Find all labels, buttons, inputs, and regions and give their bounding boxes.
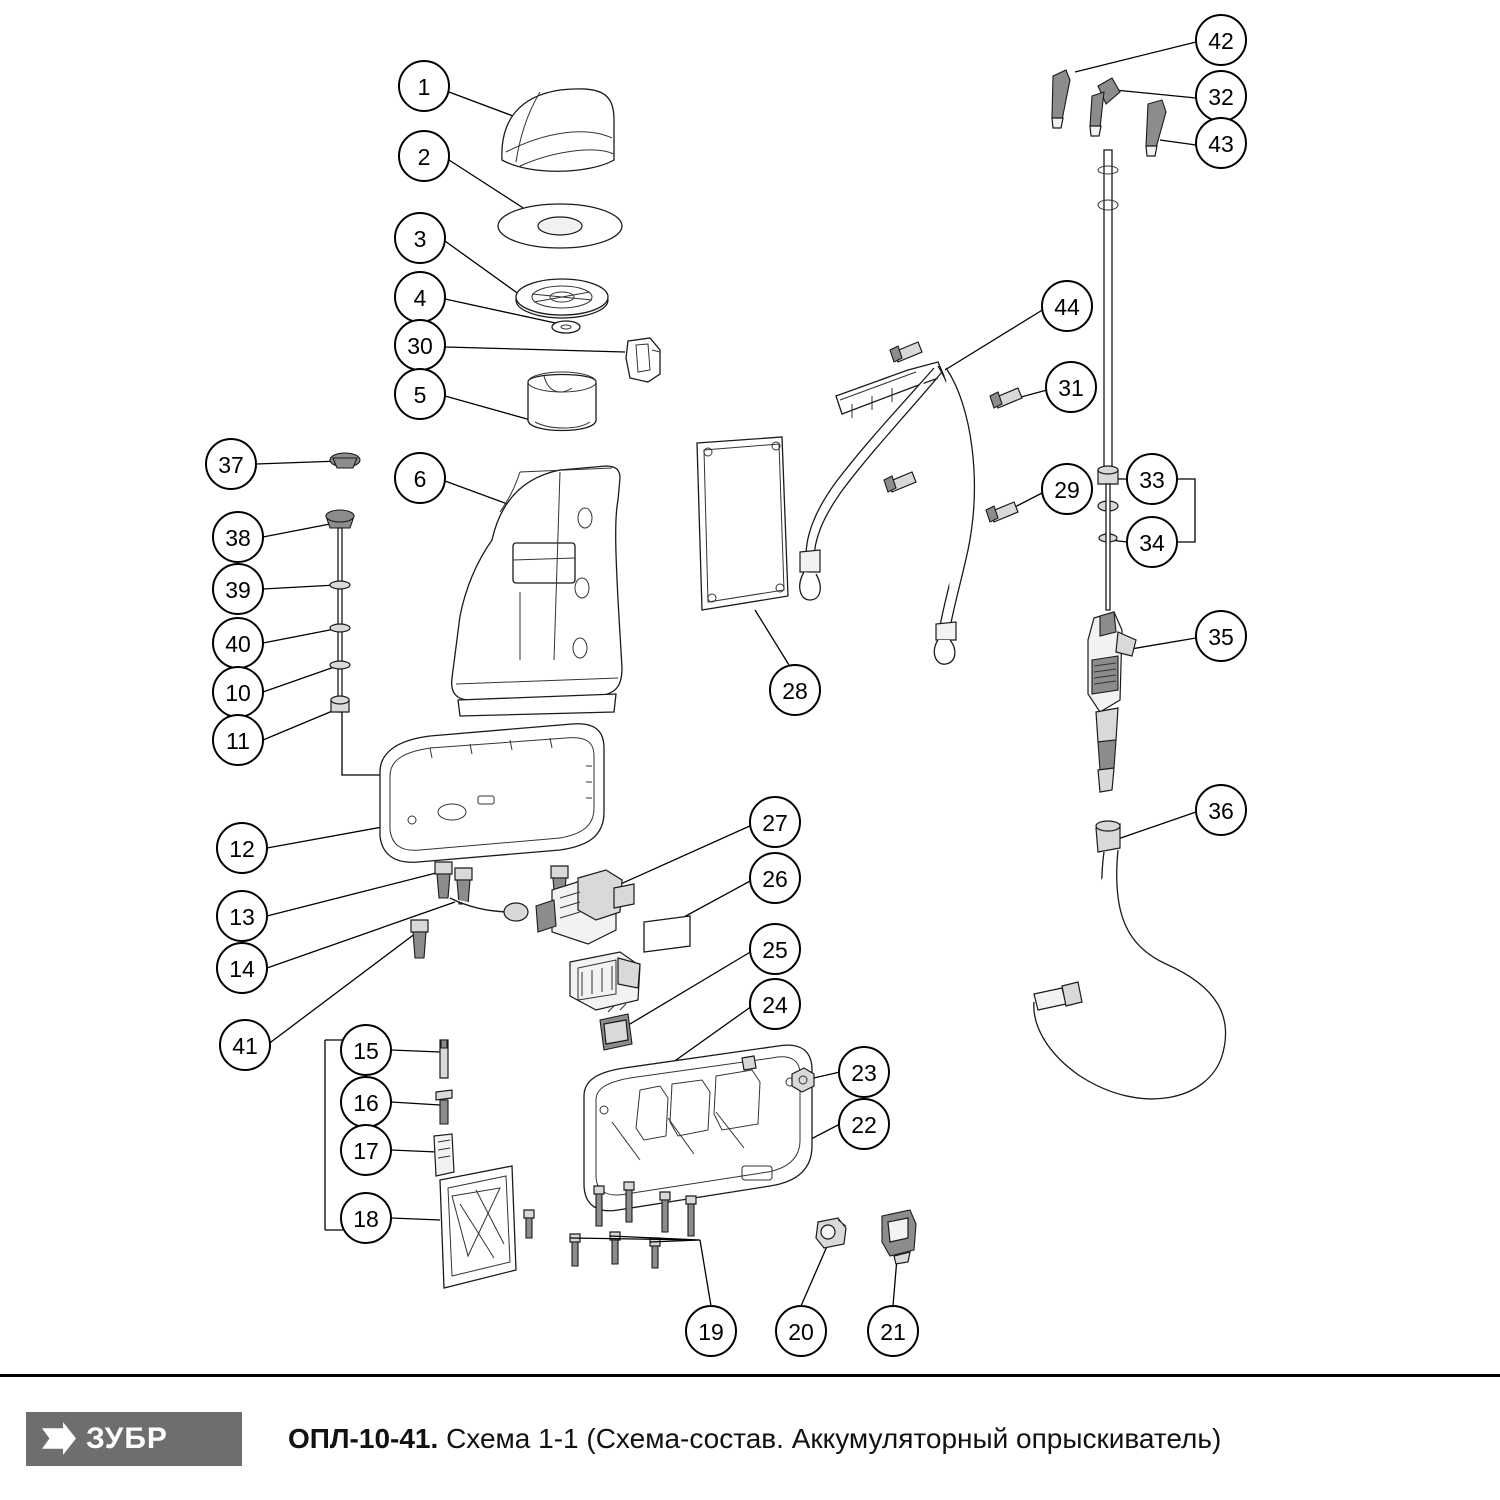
callout-30[interactable]: [395, 320, 445, 370]
callout-21[interactable]: [868, 1306, 918, 1356]
callout-label: 35: [1208, 624, 1234, 650]
callout-label: 36: [1208, 798, 1234, 824]
callout-label: 16: [353, 1090, 379, 1116]
callout-2[interactable]: [399, 131, 449, 181]
part-small-washer: [552, 321, 580, 333]
footer-bar: [0, 1374, 1500, 1500]
part-filter-plate: [516, 279, 608, 318]
model-number: ОПЛ-10-41.: [288, 1422, 439, 1454]
callout-35[interactable]: [1196, 611, 1246, 661]
callout-label: 31: [1058, 375, 1084, 401]
arrow-icon: [42, 1422, 76, 1456]
callout-42[interactable]: [1196, 15, 1246, 65]
callout-label: 29: [1054, 477, 1080, 503]
callout-22[interactable]: [839, 1099, 889, 1149]
callout-label: 26: [762, 866, 788, 892]
callout-29[interactable]: [1042, 464, 1092, 514]
callout-label: 44: [1054, 294, 1080, 320]
callout-11[interactable]: [213, 715, 263, 765]
callout-label: 11: [226, 728, 250, 754]
part-switch: [600, 1004, 632, 1050]
callout-label: 33: [1139, 467, 1165, 493]
part-bracket-clip: [626, 338, 660, 382]
callout-label: 19: [698, 1319, 724, 1345]
part-label-plate: [644, 916, 690, 952]
callout-label: 37: [218, 452, 244, 478]
callout-label: 30: [407, 333, 433, 359]
part-cable-gland: [816, 1218, 846, 1248]
callout-label: 38: [225, 525, 251, 551]
callout-32[interactable]: [1196, 71, 1246, 121]
callout-label: 13: [229, 904, 255, 930]
callout-label: 21: [880, 1319, 906, 1345]
callout-17[interactable]: [341, 1125, 391, 1175]
callout-38[interactable]: [213, 512, 263, 562]
part-lid-gasket: [498, 204, 622, 248]
callout-14[interactable]: [217, 943, 267, 993]
callout-40[interactable]: [213, 618, 263, 668]
callout-label: 32: [1208, 84, 1234, 110]
part-filter-basket: [528, 372, 596, 431]
callout-16[interactable]: [341, 1077, 391, 1127]
callout-label: 18: [353, 1206, 379, 1232]
callout-label: 5: [413, 382, 427, 408]
callout-23[interactable]: [839, 1047, 889, 1097]
callout-39[interactable]: [213, 564, 263, 614]
part-lance-tube: [1098, 150, 1118, 610]
callout-label: 27: [762, 810, 788, 836]
callout-33[interactable]: [1127, 454, 1177, 504]
part-nozzle-cap: [330, 453, 360, 468]
callout-20[interactable]: [776, 1306, 826, 1356]
part-pump-motor: [536, 870, 634, 944]
callout-label: 2: [417, 144, 431, 170]
callout-3[interactable]: [395, 213, 445, 263]
part-charge-socket: [882, 1210, 916, 1264]
callout-6[interactable]: [395, 453, 445, 503]
part-spray-handle: [1088, 612, 1136, 792]
callout-24[interactable]: [750, 979, 800, 1029]
part-connector-block: [570, 952, 640, 1010]
callout-13[interactable]: [217, 891, 267, 941]
part-battery-internals: [434, 1040, 516, 1288]
part-probe-assembly: [326, 510, 354, 712]
callout-label: 12: [229, 836, 255, 862]
callout-41[interactable]: [220, 1020, 270, 1070]
callout-label: 4: [413, 285, 427, 311]
callout-12[interactable]: [217, 823, 267, 873]
part-shoulder-strap: [800, 362, 975, 664]
callout-26[interactable]: [750, 853, 800, 903]
callout-label: 6: [413, 466, 427, 492]
callout-43[interactable]: [1196, 118, 1246, 168]
brand-text: ЗУБР: [86, 1421, 168, 1455]
callout-37[interactable]: [206, 439, 256, 489]
callout-label: 15: [353, 1038, 379, 1064]
callout-5[interactable]: [395, 369, 445, 419]
part-nozzle-tips: [1052, 70, 1166, 156]
callout-label: 25: [762, 937, 788, 963]
callout-34[interactable]: [1127, 517, 1177, 567]
callout-27[interactable]: [750, 797, 800, 847]
part-top-housing: [380, 724, 604, 863]
callout-label: 39: [225, 577, 251, 603]
callout-label: 41: [232, 1033, 258, 1059]
callout-label: 24: [762, 992, 788, 1018]
callout-label: 3: [413, 226, 427, 252]
part-bottom-tray: [584, 1045, 812, 1211]
callout-1[interactable]: [399, 61, 449, 111]
callout-36[interactable]: [1196, 785, 1246, 835]
callout-label: 22: [851, 1112, 877, 1138]
callout-10[interactable]: [213, 667, 263, 717]
callout-25[interactable]: [750, 924, 800, 974]
callout-label: 28: [782, 678, 808, 704]
diagram-caption: [288, 1423, 1221, 1455]
callout-label: 40: [225, 631, 251, 657]
zubr-logo: [26, 1412, 242, 1466]
callout-label: 14: [229, 956, 255, 982]
callout-label: 17: [353, 1138, 379, 1164]
part-tank-body: [452, 466, 622, 716]
callout-label: 10: [225, 680, 251, 706]
callout-label: 34: [1139, 530, 1165, 556]
callout-28[interactable]: [770, 665, 820, 715]
callout-label: 23: [851, 1060, 877, 1086]
callout-label: 42: [1208, 28, 1234, 54]
part-hose: [1034, 821, 1226, 1099]
callout-15[interactable]: [341, 1025, 391, 1075]
diagram-description: Схема 1-1 (Схема-состав. Аккумуляторный опрыскиватель): [446, 1422, 1222, 1454]
callout-label: 20: [788, 1319, 814, 1345]
callout-19[interactable]: [686, 1306, 736, 1356]
callout-4[interactable]: [395, 272, 445, 322]
callout-18[interactable]: [341, 1193, 391, 1243]
callout-label: 1: [417, 74, 431, 100]
callout-label: 43: [1208, 131, 1234, 157]
callout-44[interactable]: [1042, 281, 1092, 331]
callout-31[interactable]: [1046, 362, 1096, 412]
part-cover-panel: [697, 437, 788, 610]
part-tank-lid: [502, 89, 614, 171]
